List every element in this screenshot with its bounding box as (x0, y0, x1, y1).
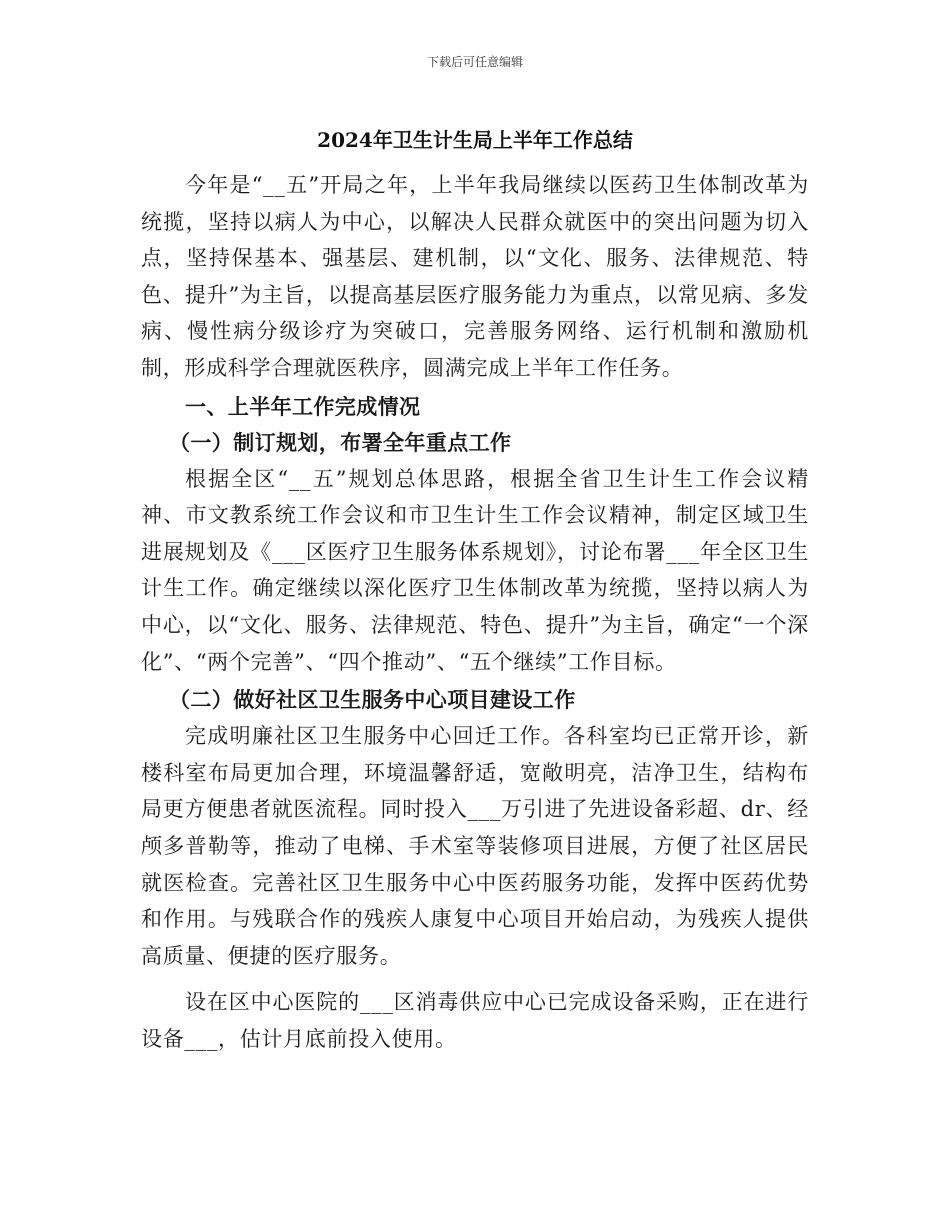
intro-paragraph: 今年是“__五”开局之年，上半年我局继续以医药卫生体制改革为统揽，坚持以病人为中心，以解决人民群众就医中的突出问题为切入点，坚持保基本、强基层、建机制，以“文化、服务、法律规范、特色、提升”为主旨，以提高基层医疗服务能力为重点，以常见病、多发病、慢性病分级诊疗为突破口，完善服务网络、运行机制和激励机制，形成科学合理就医秩序，圆满完成上半年工作任务。 (141, 173, 809, 380)
subsection-heading: （一）制订规划，布署全年重点工作 (169, 429, 512, 455)
document-title: 2024年卫生计生局上半年工作总结 (317, 128, 633, 152)
header-note: 下载后可任意编辑 (426, 55, 523, 69)
subsection-heading: （二）做好社区卫生服务中心项目建设工作 (169, 687, 576, 713)
spacer (141, 974, 809, 984)
subsection-paragraph: 设在区中心医院的___区消毒供应中心已完成设备采购，正在进行设备___，估计月底前投入使用。 (141, 990, 809, 1051)
subsection-paragraph: 根据全区“__五”规划总体思路，根据全省卫生计生工作会议精神、市文教系统工作会议和市卫生计生工作会议精神，制定区域卫生进展规划及《___区医疗卫生服务体系规划》，讨论布署___年全区卫生计生工作。确定继续以深化医疗卫生体制改革为统揽，坚持以病人为中心，以“文化、服务、法律规范、特色、提升”为主旨，确定“一个深化”、“两个完善”、“四个推动”、“五个继续”工作目标。 (141, 466, 809, 674)
section-heading: 一、上半年工作完成情况 (185, 393, 421, 419)
document-body (141, 167, 809, 1057)
subsection-paragraph: 完成明廉社区卫生服务中心回迁工作。各科室均已正常开诊，新楼科室布局更加合理，环境温馨舒适，宽敞明亮，洁净卫生，结构布局更方便患者就医流程。同时投入___万引进了先进设备彩超、dr、经颅多普勒等，推动了电梯、手术室等装修项目进展，方便了社区居民就医检查。完善社区卫生服务中心中医药服务功能，发挥中医药优势和作用。与残联合作的残疾人康复中心项目开始启动，为残疾人提供高质量、便捷的医疗服务。 (141, 724, 809, 968)
